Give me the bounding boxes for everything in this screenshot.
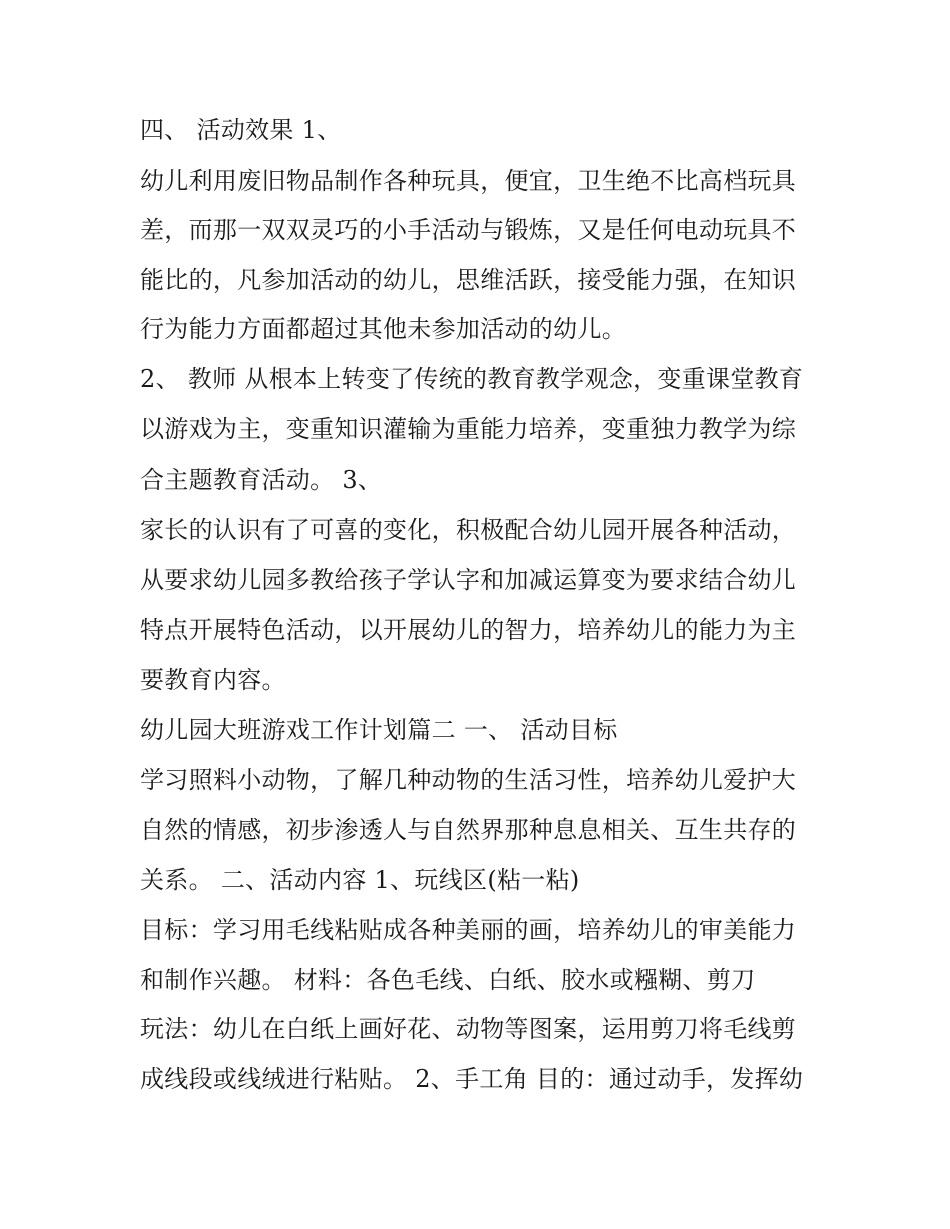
text-line-3: 差，而那一双双灵巧的小手活动与锻炼，又是任何电动玩具不 (140, 216, 797, 244)
text-line-15: 自然的情感，初步渗透人与自然界那种息息相关、互生共存的 (140, 816, 797, 844)
text-line-10: 从要求幼儿园多教给孩子学认字和加减运算变为要求结合幼儿 (140, 566, 797, 594)
text-line-12: 要教育内容。 (140, 666, 286, 694)
text-line-18: 和制作兴趣。 材料：各色毛线、白纸、胶水或糨糊、剪刀 (140, 966, 756, 994)
text-line-16: 关系。 二、活动内容 1、玩线区(粘一粘) (140, 866, 580, 894)
text-line-7: 以游戏为主，变重知识灌输为重能力培养，变重独力教学为综 (140, 415, 797, 443)
text-line-19: 玩法：幼儿在白纸上画好花、动物等图案，运用剪刀将毛线剪 (140, 1015, 797, 1043)
text-line-2: 幼儿利用废旧物品制作各种玩具，便宜，卫生绝不比高档玩具 (140, 167, 797, 195)
text-line-6: 2、 教师 从根本上转变了传统的教育教学观念，变重课堂教育 (140, 365, 804, 393)
text-line-4: 能比的，凡参加活动的幼儿，思维活跃，接受能力强，在知识 (140, 266, 797, 294)
text-line-17: 目标：学习用毛线粘贴成各种美丽的画，培养幼儿的审美能力 (140, 916, 797, 944)
text-line-20: 成线段或线绒进行粘贴。 2、手工角 目的：通过动手，发挥幼 (140, 1065, 804, 1093)
text-line-8: 合主题教育活动。 3、 (140, 466, 383, 494)
text-line-9: 家长的认识有了可喜的变化，积极配合幼儿园开展各种活动， (140, 516, 797, 544)
text-line-13: 幼儿园大班游戏工作计划篇二 一、 活动目标 (140, 716, 618, 744)
text-line-1: 四、 活动效果 1、 (140, 116, 342, 144)
text-line-5: 行为能力方面都超过其他未参加活动的幼儿。 (140, 315, 626, 343)
text-line-14: 学习照料小动物，了解几种动物的生活习性，培养幼儿爱护大 (140, 766, 797, 794)
text-line-11: 特点开展特色活动，以开展幼儿的智力，培养幼儿的能力为主 (140, 616, 797, 644)
